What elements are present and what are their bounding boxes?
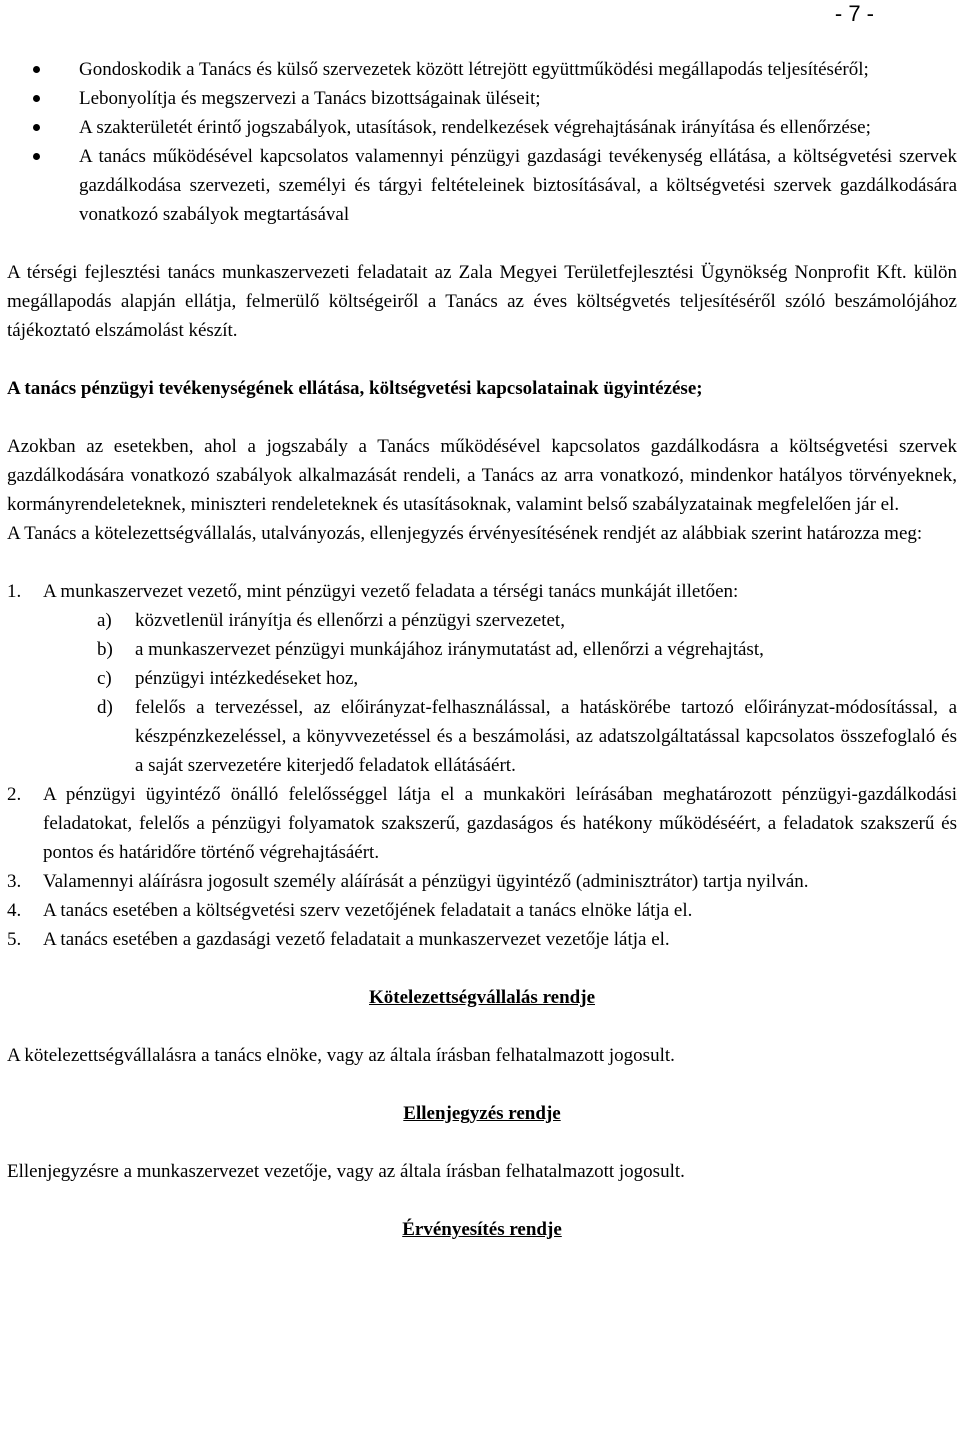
item-text: A munkaszervezet vezető, mint pénzügyi vezető feladata a térségi tanács munkáját illetően:: [43, 581, 739, 602]
numbered-item: [7, 896, 957, 925]
document-body: [7, 55, 957, 1244]
sub-item-text: pénzügyi intézkedéseket hoz,: [135, 668, 359, 689]
agency-paragraph: A térségi fejlesztési tanács munkaszervezeti feladatait az Zala Megyei Területfejlesztési Ügynökség Nonprofit Kft. külön megállapodás alapján ellátja, felmerülő költségeiről a Tanács az éves költségvetés teljesítéséről szóló beszámolójához tájékoztató elszámolást készít.: [7, 262, 957, 341]
numbered-list: [7, 577, 957, 954]
bullet-item: Lebonyolítja és megszervezi a Tanács bizottságainak üléseit;: [79, 84, 957, 113]
bullet-item: Gondoskodik a Tanács és külső szervezetek között létrejött együttműködési megállapodás teljesítéséről;: [79, 55, 957, 84]
bullet-item: A szakterületét érintő jogszabályok, utasítások, rendelkezések végrehajtásának irányítása és ellenőrzése;: [79, 113, 957, 142]
sub-item-label: b): [97, 639, 113, 660]
numbered-item: [7, 780, 957, 867]
item-text: Valamennyi aláírásra jogosult személy aláírását a pénzügyi ügyintéző (adminisztrátor) tartja nyilván.: [43, 871, 809, 892]
commitment-heading: Kötelezettségvállalás rendje: [369, 987, 595, 1008]
sub-item-text: a munkaszervezet pénzügyi munkájához iránymutatást ad, ellenőrzi a végrehajtást,: [135, 639, 764, 660]
sub-item: [97, 635, 957, 664]
item-number: 2.: [7, 784, 22, 805]
sub-item-text: közvetlenül irányítja és ellenőrzi a pénzügyi szervezetet,: [135, 610, 565, 631]
sub-item-label: c): [97, 668, 112, 689]
item-text: A tanács esetében a gazdasági vezető feladatait a munkaszervezet vezetője látja el.: [43, 929, 670, 950]
bullet-item: A tanács működésével kapcsolatos valamennyi pénzügyi gazdasági tevékenység ellátása, a költségvetési szervek gazdálkodása szervezeti, személyi és tárgyi feltételeinek biztosításával, a költségvetési szervek gazdálkodására vonatkozó szabályok megtartásával: [79, 142, 957, 229]
commitment-paragraph: A kötelezettségvállalásra a tanács elnöke, vagy az általa írásban felhatalmazott jogosult.: [7, 1045, 675, 1066]
sub-list: [97, 606, 957, 780]
item-number: 4.: [7, 900, 22, 921]
section-heading: A tanács pénzügyi tevékenységének ellátása, költségvetési kapcsolatainak ügyintézése;: [7, 378, 703, 399]
sub-item: [97, 664, 957, 693]
numbered-item: [7, 925, 957, 954]
item-number: 3.: [7, 871, 22, 892]
countersign-heading: Ellenjegyzés rendje: [403, 1103, 561, 1124]
item-number: 5.: [7, 929, 22, 950]
sub-item-text: felelős a tervezéssel, az előirányzat-felhasználással, a hatáskörébe tartozó előirányzat-módosítással, a készpénzkezeléssel, a könyvvezetéssel és a beszámolási, az adatszolgáltatással kapcsolatos összefoglaló és a saját szervezetére kiterjedő feladatok ellátásáért.: [135, 697, 957, 776]
task-bullet-list: [79, 55, 957, 229]
page-number: - 7 -: [834, 1, 874, 26]
sub-item: [97, 606, 957, 635]
order-paragraph: A Tanács a kötelezettségvállalás, utalványozás, ellenjegyzés érvényesítésének rendjét az alábbiak szerint határozza meg:: [7, 523, 923, 544]
sub-item-label: d): [97, 697, 113, 718]
numbered-item: [7, 867, 957, 896]
item-number: 1.: [7, 581, 22, 602]
item-text: A tanács esetében a költségvetési szerv vezetőjének feladatait a tanács elnöke látja el.: [43, 900, 693, 921]
item-text: A pénzügyi ügyintéző önálló felelősséggel látja el a munkaköri leírásában meghatározott pénzügyi-gazdálkodási feladatokat, felelős a pénzügyi folyamatok szakszerű, gazdaságos és hatékony működéséért, a feladatok szakszerű és pontos és határidőre történő végrehajtásáért.: [43, 784, 957, 863]
cases-paragraph: Azokban az esetekben, ahol a jogszabály a Tanács működésével kapcsolatos gazdálkodásra a költségvetési szervek gazdálkodására vonatkozó szabályok alkalmazását rendeli, a Tanács az arra vonatkozó, mindenkor hatályos törvényeknek, kormányrendeleteknek, miniszteri rendeleteknek és utasításoknak, valamint belső szabályzatainak megfelelően jár el.: [7, 436, 957, 515]
sub-item: [97, 693, 957, 780]
sub-item-label: a): [97, 610, 112, 631]
numbered-item: [7, 577, 957, 606]
validation-heading: Érvényesítés rendje: [402, 1219, 562, 1240]
countersign-paragraph: Ellenjegyzésre a munkaszervezet vezetője, vagy az általa írásban felhatalmazott jogosult.: [7, 1161, 685, 1182]
